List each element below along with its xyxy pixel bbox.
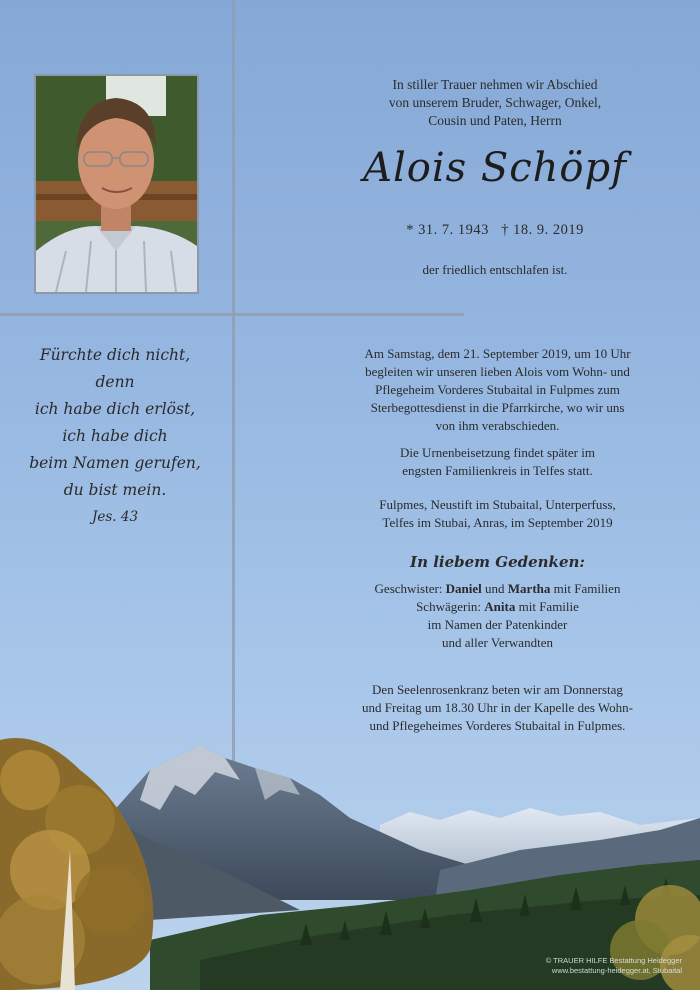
place-line: Fulpmes, Neustift im Stubaital, Unterperfuss, bbox=[379, 497, 616, 512]
conjunction: und bbox=[481, 581, 508, 596]
funeral-line: Am Samstag, dem 21. September 2019, um 10 Uhr bbox=[364, 346, 631, 361]
verse-reference: Jes. 43 bbox=[91, 509, 139, 525]
siblings-line bbox=[325, 580, 670, 598]
verse-line: ich habe dich bbox=[62, 427, 168, 445]
intro-line: In stiller Trauer nehmen wir Abschied bbox=[392, 77, 598, 92]
verse-line: du bist mein. bbox=[63, 481, 167, 499]
rosary-line: Den Seelenrosenkranz beten wir am Donnerstag bbox=[372, 682, 623, 697]
intro-line: Cousin und Paten, Herrn bbox=[428, 113, 562, 128]
godchildren-line: im Namen der Patenkinder bbox=[427, 617, 568, 632]
funeral-line: von ihm verabschieden. bbox=[435, 418, 560, 433]
footer-line: www.bestattung-heidegger.at, Stubaital bbox=[551, 966, 682, 975]
inlaw-line bbox=[325, 598, 670, 616]
siblings-suffix: mit Familien bbox=[550, 581, 621, 596]
verse-line: ich habe dich erlöst, bbox=[34, 400, 196, 418]
cross-horizontal-beam bbox=[0, 313, 464, 316]
siblings-label: Geschwister: bbox=[374, 581, 446, 596]
portrait-photo bbox=[34, 74, 199, 294]
mountain-landscape bbox=[0, 700, 700, 990]
inlaw-suffix: mit Familie bbox=[515, 599, 579, 614]
sibling-name: Daniel bbox=[445, 581, 482, 596]
inlaw-label: Schwägerin: bbox=[416, 599, 485, 614]
funeral-line: begleiten wir unseren lieben Alois vom Wohn- und bbox=[365, 364, 630, 379]
rosary-line: und Pflegeheimes Vorderes Stubaital in Fulpmes. bbox=[369, 718, 626, 733]
rosary-line: und Freitag um 18.30 Uhr in der Kapelle des Wohn- bbox=[362, 700, 633, 715]
verse-line: denn bbox=[95, 373, 135, 391]
deceased-name: Alois Schöpf bbox=[363, 145, 627, 191]
funeral-announcement bbox=[325, 345, 670, 435]
bible-verse bbox=[20, 342, 210, 531]
urn-burial-notice bbox=[325, 444, 670, 480]
verse-line: beim Namen gerufen, bbox=[29, 454, 201, 472]
verse-line: Fürchte dich nicht, bbox=[39, 346, 191, 364]
relatives-line: und aller Verwandten bbox=[442, 635, 553, 650]
sibling-name: Martha bbox=[507, 581, 551, 596]
funeral-line: Pflegeheim Vorderes Stubaital in Fulpmes zum bbox=[375, 382, 620, 397]
life-dates: * 31. 7. 1943 † 18. 9. 2019 bbox=[406, 222, 584, 238]
urn-line: Die Urnenbeisetzung findet später im bbox=[400, 445, 595, 460]
intro-line: von unserem Bruder, Schwager, Onkel, bbox=[388, 95, 602, 110]
memory-heading: In liebem Gedenken: bbox=[410, 553, 585, 571]
passed-text: der friedlich entschlafen ist. bbox=[422, 262, 568, 277]
inlaw-name: Anita bbox=[484, 599, 516, 614]
urn-line: engsten Familienkreis in Telfes statt. bbox=[402, 463, 593, 478]
cross-vertical-beam bbox=[232, 0, 235, 780]
funeral-line: Sterbegottesdienst in die Pfarrkirche, wo wir uns bbox=[370, 400, 625, 415]
place-line: Telfes im Stubai, Anras, im September 2019 bbox=[382, 515, 613, 530]
intro-text bbox=[340, 76, 650, 130]
place-and-date bbox=[325, 496, 670, 532]
footer-line: © TRAUER HILFE Bestattung Heidegger bbox=[545, 956, 682, 965]
mourners-list bbox=[325, 580, 670, 652]
footer-credit bbox=[546, 956, 682, 976]
